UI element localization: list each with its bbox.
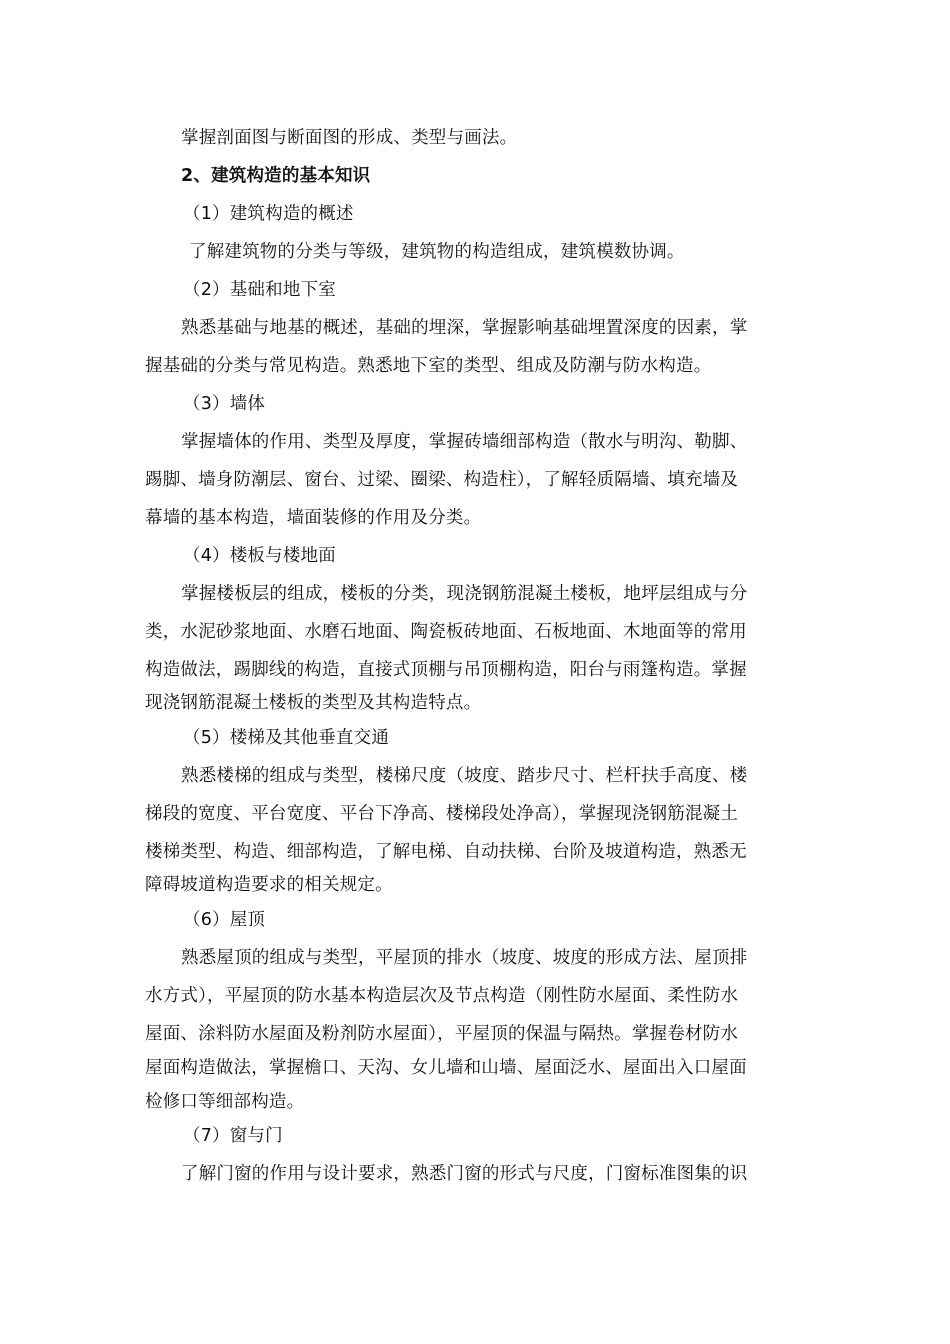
paragraph-line: 水方式），平屋顶的防水基本构造层次及节点构造（刚性防水屋面、柔性防水 <box>145 986 739 1006</box>
paragraph-line: 屋面构造做法，掌握檐口、天沟、女儿墙和山墙、屋面泛水、屋面出入口屋面 <box>145 1058 747 1078</box>
paragraph-line: 熟悉楼梯的组成与类型，楼梯尺度（坡度、踏步尺寸、栏杆扶手高度、楼 <box>181 766 748 786</box>
paragraph-line: 了解建筑物的分类与等级，建筑物的构造组成，建筑模数协调。 <box>189 242 685 262</box>
paragraph-line: 楼梯类型、构造、细部构造，了解电梯、自动扶梯、台阶及坡道构造，熟悉无 <box>145 842 747 862</box>
paragraph-line: 熟悉基础与地基的概述，基础的埋深，掌握影响基础埋置深度的因素，掌 <box>181 318 748 338</box>
paragraph-line: 掌握剖面图与断面图的形成、类型与画法。 <box>181 128 518 148</box>
subsection-heading: （3）墙体 <box>183 394 266 414</box>
subsection-heading: （7）窗与门 <box>183 1126 283 1146</box>
subsection-heading: （2）基础和地下室 <box>183 280 336 300</box>
paragraph-line: 梯段的宽度、平台宽度、平台下净高、楼梯段处净高），掌握现浇钢筋混凝土 <box>145 804 739 824</box>
subsection-heading: （5）楼梯及其他垂直交通 <box>183 728 390 748</box>
paragraph-line: 踢脚、墙身防潮层、窗台、过梁、圈梁、构造柱），了解轻质隔墙、填充墙及 <box>145 470 739 490</box>
paragraph-line: 现浇钢筋混凝土楼板的类型及其构造特点。 <box>145 693 482 713</box>
paragraph-line: 掌握楼板层的组成，楼板的分类，现浇钢筋混凝土楼板，地坪层组成与分 <box>181 584 748 604</box>
paragraph-line: 幕墙的基本构造，墙面装修的作用及分类。 <box>145 508 482 528</box>
paragraph-line: 类，水泥砂浆地面、水磨石地面、陶瓷板砖地面、石板地面、木地面等的常用 <box>145 622 747 642</box>
subsection-heading: （1）建筑构造的概述 <box>183 204 354 224</box>
section-heading: 2、建筑构造的基本知识 <box>181 166 371 186</box>
paragraph-line: 熟悉屋顶的组成与类型，平屋顶的排水（坡度、坡度的形成方法、屋顶排 <box>181 948 748 968</box>
paragraph-line: 障碍坡道构造要求的相关规定。 <box>145 875 393 895</box>
subsection-heading: （6）屋顶 <box>183 910 266 930</box>
paragraph-line: 检修口等细部构造。 <box>145 1092 305 1112</box>
paragraph-line: 屋面、涂料防水屋面及粉剂防水屋面），平屋顶的保温与隔热。掌握卷材防水 <box>145 1024 739 1044</box>
paragraph-line: 构造做法，踢脚线的构造，直接式顶棚与吊顶棚构造，阳台与雨篷构造。掌握 <box>145 660 747 680</box>
paragraph-line: 握基础的分类与常见构造。熟悉地下室的类型、组成及防潮与防水构造。 <box>145 356 712 376</box>
paragraph-line: 了解门窗的作用与设计要求，熟悉门窗的形式与尺度，门窗标准图集的识 <box>181 1164 748 1184</box>
subsection-heading: （4）楼板与楼地面 <box>183 546 336 566</box>
paragraph-line: 掌握墙体的作用、类型及厚度，掌握砖墙细部构造（散水与明沟、勒脚、 <box>181 432 748 452</box>
